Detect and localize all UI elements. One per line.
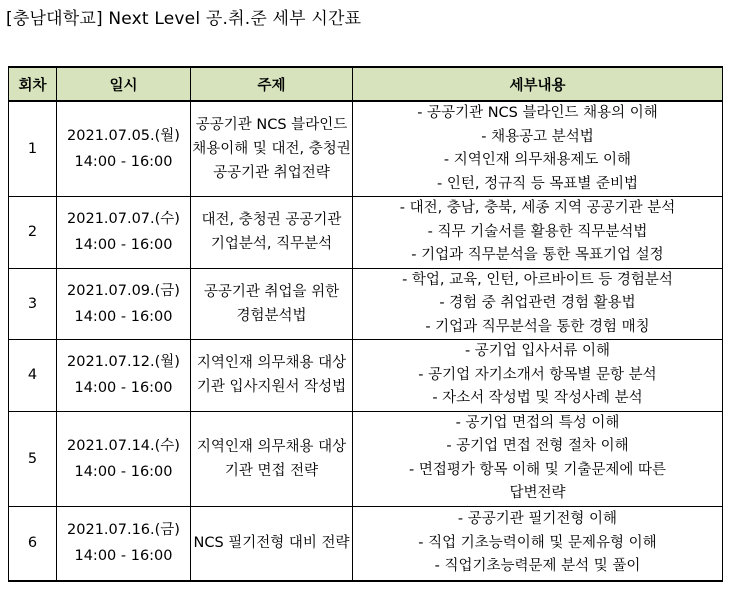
- session-time: 14:00 - 16:00: [74, 308, 173, 325]
- topic-line: 공공기관 NCS 블라인드: [195, 117, 348, 133]
- detail-item: - 채용공고 분석법: [481, 128, 594, 145]
- header-details: 세부내용: [353, 67, 723, 101]
- detail-item: - 직업 기초능력이해 및 문제유형 이해: [418, 534, 657, 551]
- details-cell: [353, 506, 723, 581]
- session-date: 2021.07.05.(월): [67, 128, 180, 144]
- table-row: [9, 506, 723, 581]
- detail-item: - 직업기초능력문제 분석 및 풀이: [434, 558, 641, 574]
- table-row: [9, 268, 723, 340]
- round-number: 4: [9, 340, 57, 412]
- date-cell: [57, 506, 191, 581]
- session-time: 14:00 - 16:00: [74, 380, 173, 397]
- topic-line: 기관 면접 전략: [224, 462, 319, 479]
- details-cell: [353, 340, 723, 412]
- session-time: 14:00 - 16:00: [74, 548, 173, 565]
- topic-cell: [191, 197, 353, 269]
- topic-line: 공공기관 취업전략: [213, 165, 330, 181]
- topic-line: 지역인재 의무채용 대상: [196, 438, 347, 455]
- table-row: [9, 411, 723, 506]
- detail-item: - 경험 중 취업관련 경험 활용법: [439, 295, 636, 311]
- round-number: 1: [9, 101, 57, 197]
- topic-line: 기업분석, 직무분석: [210, 236, 333, 253]
- date-cell: [57, 101, 191, 197]
- topic-line: 대전, 충청권 공공기관: [201, 212, 342, 229]
- date-cell: [57, 340, 191, 412]
- topic-line: 지역인재 의무채용 대상: [196, 355, 347, 372]
- detail-item: - 공기업 면접 전형 절차 이해: [446, 438, 629, 454]
- detail-item: 답변전략: [509, 485, 566, 501]
- session-date: 2021.07.09.(금): [67, 282, 180, 299]
- table-row: [9, 197, 723, 269]
- details-cell: [353, 101, 723, 197]
- date-cell: [57, 268, 191, 340]
- topic-cell: [191, 411, 353, 506]
- date-cell: [57, 197, 191, 269]
- detail-item: - 공기업 입사서류 이해: [464, 343, 611, 359]
- detail-item: - 공공기관 필기전형 이해: [457, 511, 618, 527]
- session-date: 2021.07.12.(월): [67, 354, 180, 371]
- round-number: 2: [9, 197, 57, 269]
- table-row: [9, 340, 723, 412]
- topic-cell: [191, 506, 353, 581]
- round-number: 3: [9, 268, 57, 340]
- detail-item: - 면접평가 항목 이해 및 기출문제에 따른: [409, 461, 666, 478]
- header-topic: 주제: [191, 67, 353, 101]
- detail-item: - 직무 기술서를 활용한 직무분석법: [427, 223, 648, 240]
- topic-cell: [191, 268, 353, 340]
- detail-item: - 자소서 작성법 및 작성사례 분석: [432, 390, 643, 406]
- detail-item: - 학업, 교육, 인턴, 아르바이트 등 경험분석: [402, 271, 673, 288]
- header-date: 일시: [57, 67, 191, 101]
- session-date: 2021.07.14.(수): [67, 437, 180, 454]
- session-date: 2021.07.16.(금): [67, 522, 180, 539]
- topic-line: 채용이해 및 대전, 충청권: [192, 141, 351, 157]
- detail-item: - 기업과 직무분석을 통한 목표기업 설정: [411, 247, 664, 263]
- detail-item: - 공기업 자기소개서 항목별 문항 분석: [418, 366, 657, 383]
- topic-line: NCS 필기전형 대비 전략: [193, 535, 350, 552]
- session-time: 14:00 - 16:00: [74, 463, 173, 480]
- round-number: 5: [9, 411, 57, 506]
- session-date: 2021.07.07.(수): [67, 211, 180, 228]
- topic-line: 공공기관 취업을 위한: [203, 283, 340, 300]
- detail-item: - 공공기관 NCS 블라인드 채용의 이해: [417, 105, 658, 121]
- page-title: [충남대학교] Next Level 공.취.준 세부 시간표: [6, 9, 362, 29]
- detail-item: - 인턴, 정규직 등 목표별 준비법: [437, 175, 638, 192]
- table-header-row: [9, 67, 723, 101]
- schedule-table: [8, 66, 723, 582]
- session-time: 14:00 - 16:00: [74, 154, 173, 170]
- session-time: 14:00 - 16:00: [74, 237, 173, 254]
- header-round: 회차: [9, 67, 57, 101]
- topic-cell: [191, 340, 353, 412]
- details-cell: [353, 197, 723, 269]
- table-row: [9, 101, 723, 197]
- topic-line: 기관 입사지원서 작성법: [196, 379, 347, 396]
- detail-item: - 기업과 직무분석을 통한 경험 매칭: [425, 318, 650, 335]
- detail-item: - 지역인재 의무채용제도 이해: [443, 152, 632, 168]
- topic-cell: [191, 101, 353, 197]
- round-number: 6: [9, 506, 57, 581]
- details-cell: [353, 411, 723, 506]
- date-cell: [57, 411, 191, 506]
- topic-line: 경험분석법: [236, 307, 307, 324]
- details-cell: [353, 268, 723, 340]
- detail-item: - 대전, 충남, 충북, 세종 지역 공공기관 분석: [399, 200, 676, 216]
- detail-item: - 공기업 면접의 특성 이해: [455, 414, 620, 431]
